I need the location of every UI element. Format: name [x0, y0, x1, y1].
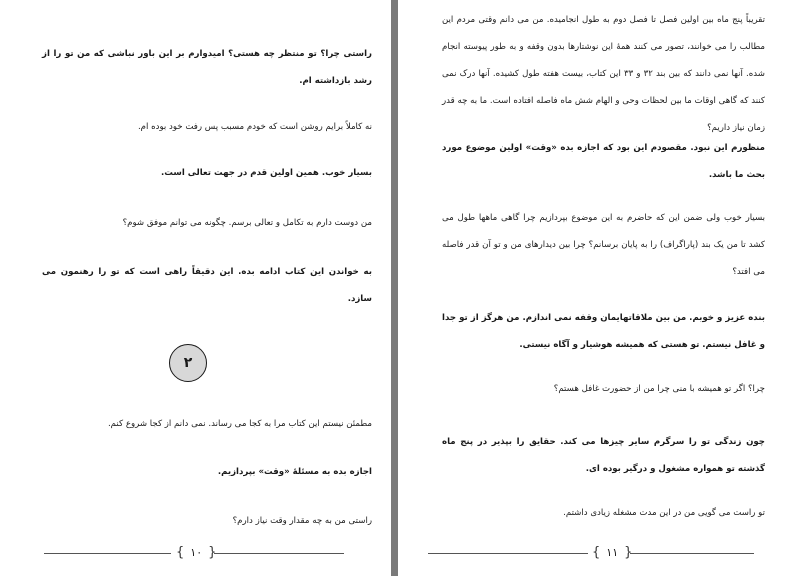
page-footer [398, 545, 800, 561]
right-page [398, 0, 800, 576]
paragraph: به خواندن این کتاب ادامه بده. این دقیقاً راهی است که تو را رهنمون می سازد. [42, 267, 372, 304]
page-number: { ۱۰ } [176, 545, 217, 560]
paragraph: چرا؟ اگر تو همیشه با منی چرا من از حضورت غافل هستم؟ [553, 384, 765, 394]
footer-rule [44, 553, 171, 554]
footer-rule [428, 553, 588, 554]
paragraph: راستی من به چه مقدار وقت نیاز دارم؟ [232, 516, 372, 526]
paragraph: راستی چرا؟ تو منتظر چه هستی؟ امیدوارم بر این باور نباشی که من تو را از رشد بازداشته ام. [42, 49, 372, 86]
left-page [0, 0, 391, 576]
paragraph: تقریباً پنج ماه بین اولین فصل تا فصل دوم به طول انجامیده. من می دانم وقتی مردم این مطالب را می خوانند، تصور می کنند همهٔ این نوشتارها بدون وقفه و به طور پیوسته انجام شده. آنها نمی دانند که بین بند ۳۲ و ۳۳ این کتاب، بیست هفته طول کشیده. آنها درک نمی کنند که گاهی اوقات ما بین لحظات وحی و الهام شش ماه فاصله افتاده است. ما به چه قدر زمان نیاز داریم؟ [442, 15, 765, 133]
footer-rule [630, 553, 754, 554]
paragraph: بسیار خوب. همین اولین قدم در جهت تعالی است. [161, 168, 372, 178]
paragraph: من دوست دارم به تکامل و تعالی برسم. چگونه می توانم موفق شوم؟ [122, 218, 372, 228]
chapter-number-badge: ۲ [169, 344, 207, 382]
paragraph: اجازه بده به مسئلهٔ «وقت» بپردازیم. [217, 467, 372, 477]
paragraph: بسیار خوب ولی ضمن این که حاضرم به این موضوع بپردازیم چرا گاهی ماهها طول می کشد تا من یک بند (پاراگراف) را به پایان برسانم؟ چرا بین دیدارهای من و تو آن قدر فاصله می افتد؟ [442, 213, 765, 277]
paragraph: نه کاملاً برایم روشن است که خودم مسبب پس رفت خود بوده ام. [137, 122, 372, 132]
paragraph: منظورم این نبود. مقصودم این بود که اجازه بده «وقت» اولین موضوع مورد بحث ما باشد. [442, 143, 765, 180]
paragraph: چون زندگی تو را سرگرم سایر چیزها می کند. حقایق را بپذیر در پنج ماه گذشته تو همواره مشغول و درگیر بوده ای. [442, 437, 765, 474]
page-footer [0, 545, 391, 561]
page-number: { ۱۱ } [592, 545, 633, 560]
paragraph: مطمئن نیستم این کتاب مرا به کجا می رساند. نمی دانم از کجا شروع کنم. [107, 419, 372, 429]
paragraph: بنده عزیز و خوبم. من بین ملاقاتهایمان وقفه نمی اندازم. من هرگز از تو جدا و غافل نیستم. تو هستی که همیشه هوشیار و آگاه نیستی. [442, 313, 765, 350]
paragraph: تو راست می گویی من در این مدت مشغله زیادی داشتم. [563, 508, 765, 518]
footer-rule [214, 553, 344, 554]
